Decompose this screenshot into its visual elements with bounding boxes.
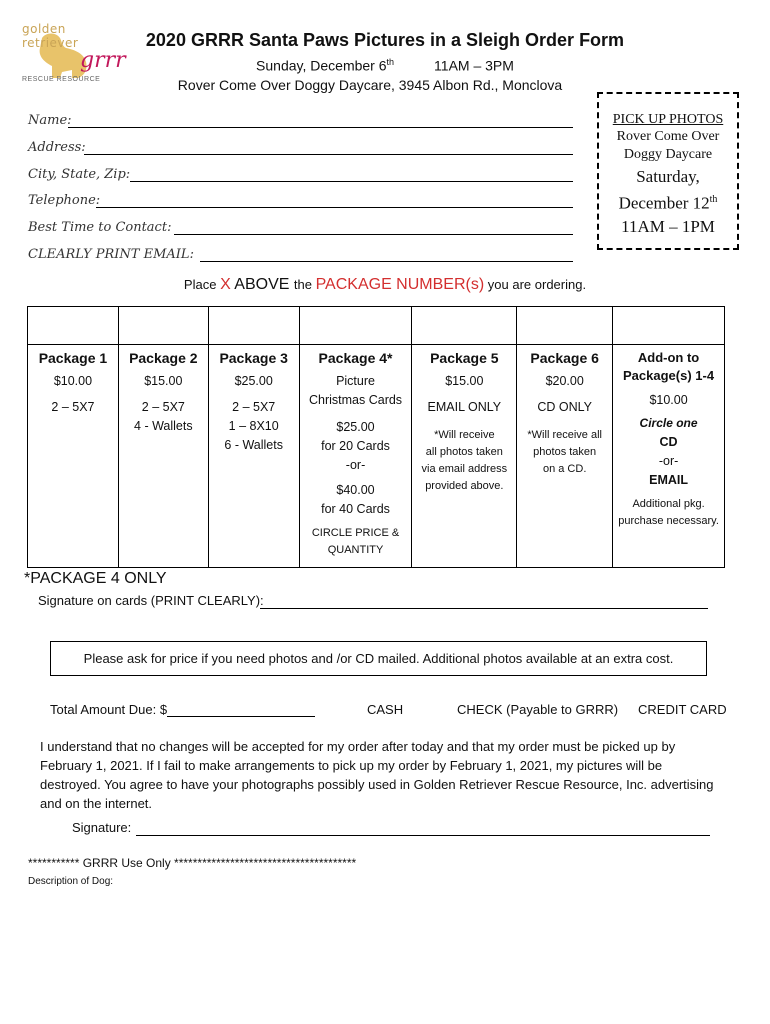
instruction-pre: Place	[183, 277, 221, 292]
addon-name-2: Package(s) 1-4	[623, 368, 715, 383]
pickup-info-box	[597, 92, 739, 250]
logo-grrr-text: grrr	[80, 48, 126, 73]
package-2-mark-cell[interactable]	[118, 307, 208, 345]
signature-field[interactable]	[72, 820, 710, 838]
package-details-row	[28, 345, 725, 568]
signature-label: Signature:	[72, 820, 132, 835]
package-2-price: $15.00	[144, 374, 183, 388]
package-3-cell	[208, 345, 299, 568]
package-5-mark-cell[interactable]	[412, 307, 517, 345]
event-date-sup: th	[386, 57, 395, 67]
package-3-name: Package 3	[219, 350, 288, 366]
telephone-line[interactable]	[96, 207, 573, 208]
email-line[interactable]	[200, 261, 573, 262]
signature-on-cards-label: Signature on cards (PRINT CLEARLY):	[38, 593, 264, 608]
package-3-mark-cell[interactable]	[208, 307, 299, 345]
package-4-line-1: Picture	[336, 374, 375, 388]
package-5-note-4: provided above.	[425, 480, 504, 492]
signature-line[interactable]	[136, 835, 710, 836]
package-6-price: $20.00	[545, 374, 584, 388]
package-3-item-1: 2 – 5X7	[232, 400, 276, 414]
pickup-heading: PICK UP PHOTOS	[612, 112, 724, 127]
addon-name-1: Add-on to	[637, 350, 700, 365]
package-5-cell	[412, 345, 517, 568]
addon-circle-one: Circle one	[639, 416, 698, 430]
instruction-above: ABOVE	[230, 276, 294, 293]
addon-note-1: Additional pkg.	[632, 498, 705, 510]
email-label: CLEARLY PRINT EMAIL:	[28, 247, 194, 262]
package-mark-row	[28, 307, 725, 345]
addon-cell	[613, 345, 725, 568]
name-field[interactable]	[28, 112, 573, 130]
package-1-mark-cell[interactable]	[28, 307, 119, 345]
pickup-time: 11AM – 1PM	[621, 216, 715, 236]
package-4-line-2: Christmas Cards	[308, 393, 403, 407]
pickup-day: Saturday,	[636, 167, 700, 186]
payment-check-option[interactable]: CHECK (Payable to GRRR)	[457, 702, 619, 717]
signature-on-cards-line[interactable]	[260, 608, 708, 609]
email-field[interactable]	[28, 246, 573, 264]
package-3-item-3: 6 - Wallets	[224, 438, 283, 452]
best-time-label: Best Time to Contact:	[28, 220, 172, 235]
name-label: Name:	[28, 113, 72, 128]
package-6-item: CD ONLY	[537, 400, 592, 414]
addon-or: -or-	[658, 454, 679, 468]
best-time-field[interactable]	[28, 219, 573, 237]
event-time: 11AM – 3PM	[434, 57, 514, 74]
pickup-line1: Rover Come Over	[616, 129, 720, 144]
package-4-price-1[interactable]: $25.00	[336, 420, 375, 434]
package-4-only-heading: *PACKAGE 4 ONLY	[24, 570, 167, 587]
package-1-price: $10.00	[53, 374, 93, 388]
pickup-date: December 12	[618, 193, 710, 213]
package-1-name: Package 1	[38, 350, 108, 366]
best-time-line[interactable]	[174, 234, 573, 235]
package-5-price: $15.00	[445, 374, 484, 388]
package-6-note-3: on a CD.	[542, 463, 587, 475]
event-address: Rover Come Over Doggy Daycare, 3945 Albon Rd., Monclova	[177, 77, 563, 93]
address-field[interactable]	[28, 139, 573, 157]
package-5-note-2: all photos taken	[425, 446, 503, 458]
package-5-name: Package 5	[430, 350, 499, 366]
addon-note-2: purchase necessary.	[618, 515, 719, 527]
order-instruction	[0, 276, 770, 294]
pickup-date-line	[599, 189, 737, 214]
event-date: Sunday, December 6	[256, 57, 387, 74]
mailing-notice-box: Please ask for price if you need photos and /or CD mailed. Additional photos available at an extra cost.	[50, 641, 707, 676]
package-2-cell	[118, 345, 208, 568]
payment-credit-card-option[interactable]: CREDIT CARD	[638, 702, 727, 717]
package-6-name: Package 6	[530, 350, 599, 366]
address-label: Address:	[28, 140, 86, 155]
form-title: 2020 GRRR Santa Paws Pictures in a Sleigh Order Form	[145, 30, 625, 50]
event-date-time	[0, 57, 770, 74]
package-1-cell	[28, 345, 119, 568]
package-4-qty-1[interactable]: for 20 Cards	[321, 439, 390, 453]
package-3-item-2: 1 – 8X10	[228, 419, 279, 433]
logo-bottom-text: RESCUE RESOURCE	[22, 76, 101, 83]
addon-cd-option[interactable]: CD	[659, 435, 678, 449]
signature-on-cards-field[interactable]	[38, 593, 710, 611]
instruction-x: X	[220, 276, 231, 293]
logo-top-text: golden retriever	[22, 22, 79, 50]
addon-mark-cell[interactable]	[613, 307, 725, 345]
city-state-zip-field[interactable]	[28, 166, 573, 184]
name-line[interactable]	[68, 127, 573, 128]
package-6-mark-cell[interactable]	[517, 307, 613, 345]
telephone-label: Telephone:	[28, 193, 101, 208]
instruction-the: the	[293, 277, 316, 292]
package-4-price-2[interactable]: $40.00	[336, 483, 375, 497]
telephone-field[interactable]	[28, 192, 573, 210]
total-amount-line[interactable]	[167, 702, 315, 717]
package-6-note-2: photos taken	[533, 446, 597, 458]
package-5-note-1: *Will receive	[434, 429, 495, 441]
package-1-item: 2 – 5X7	[51, 400, 95, 414]
package-6-note-1: *Will receive all	[527, 429, 602, 441]
package-4-name: Package 4*	[318, 350, 393, 366]
package-table	[27, 306, 725, 568]
instruction-post: you are ordering.	[484, 277, 587, 292]
instruction-package-number: PACKAGE NUMBER(s)	[315, 276, 485, 293]
grrr-use-only-divider: *********** GRRR Use Only ***************************************	[28, 856, 357, 870]
package-3-price: $25.00	[234, 374, 273, 388]
city-state-zip-line[interactable]	[130, 181, 573, 182]
city-state-zip-label: City, State, Zip:	[28, 167, 131, 182]
package-2-item-2: 4 - Wallets	[134, 419, 193, 433]
package-4-qty-2[interactable]: for 40 Cards	[321, 502, 390, 516]
total-amount-field[interactable]	[50, 702, 315, 717]
package-5-note-3: via email address	[421, 463, 508, 475]
pickup-date-sup: th	[709, 194, 718, 205]
package-2-item-1: 2 – 5X7	[141, 400, 185, 414]
addon-email-option[interactable]: EMAIL	[649, 473, 688, 487]
pickup-line2: Doggy Daycare	[623, 147, 713, 162]
package-4-note-1: CIRCLE PRICE &	[311, 527, 400, 539]
package-6-cell	[517, 345, 613, 568]
package-4-or: -or-	[345, 458, 366, 472]
address-line[interactable]	[84, 154, 573, 155]
package-4-mark-cell[interactable]	[299, 307, 412, 345]
package-4-note-2: QUANTITY	[327, 544, 384, 556]
package-2-name: Package 2	[129, 350, 198, 366]
agreement-text: I understand that no changes will be accepted for my order after today and that my order must be picked up by February 1, 2021. If I fail to make arrangements to pick up my order by February 1, 2021, my pictures will be destroyed. You agree to have your photographs possibly used in Golden Retriever Rescue Resource, Inc. advertising and on the internet.	[40, 739, 714, 811]
total-amount-label: Total Amount Due: $	[50, 702, 168, 717]
addon-price: $10.00	[649, 393, 688, 407]
description-of-dog-label: Description of Dog:	[28, 876, 114, 887]
package-5-item: EMAIL ONLY	[427, 400, 502, 414]
payment-cash-option[interactable]: CASH	[367, 702, 404, 717]
package-4-cell	[299, 345, 412, 568]
